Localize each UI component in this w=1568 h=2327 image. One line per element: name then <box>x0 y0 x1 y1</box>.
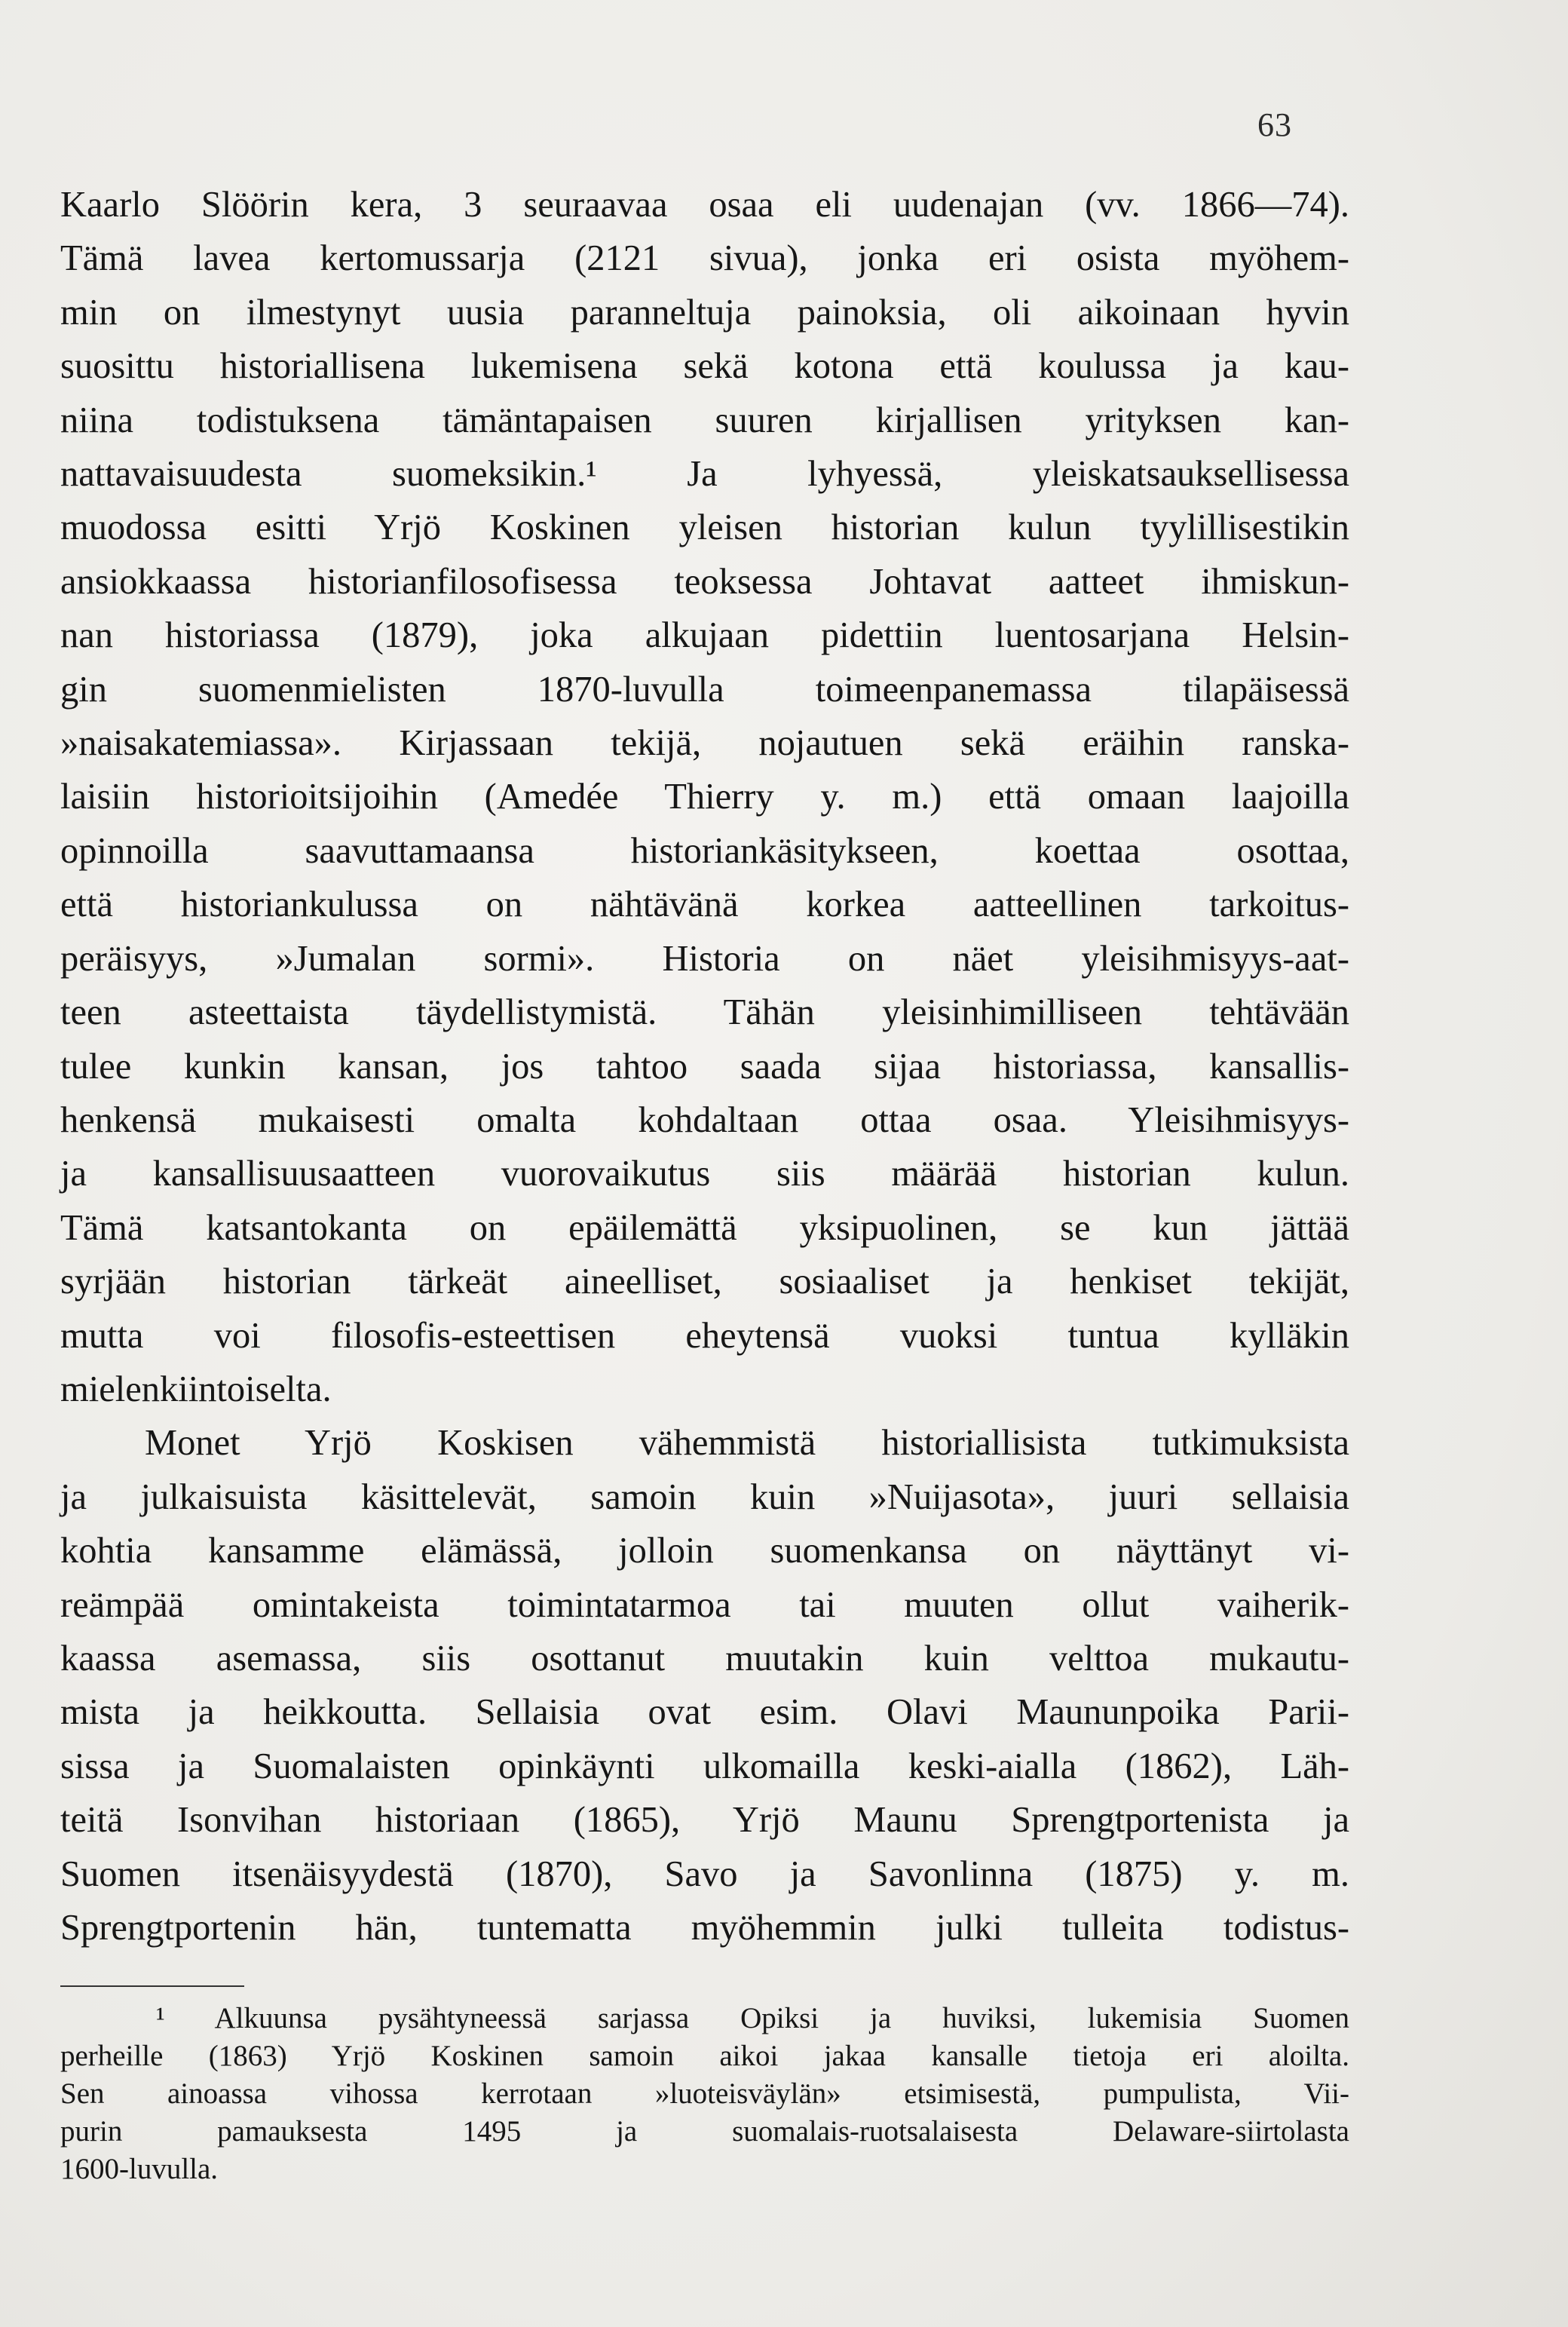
text-line: laisiin historioitsijoihin (Amedée Thierry y. m.) että omaan laajoilla <box>60 777 1349 817</box>
text-line: mista ja heikkoutta. Sellaisia ovat esim. Olavi Maununpoika Parii- <box>60 1692 1349 1733</box>
text-line: Sprengtportenin hän, tuntematta myöhemmin julki tulleita todistus- <box>60 1908 1349 1948</box>
text-line: niina todistuksena tämäntapaisen suuren kirjallisen yrityksen kan- <box>60 400 1349 440</box>
page-number: 63 <box>1257 106 1292 143</box>
text-line: Kaarlo Slöörin kera, 3 seuraavaa osaa eli uudenajan (vv. 1866—74). <box>60 185 1349 225</box>
text-line: nan historiassa (1879), joka alkujaan pidettiin luentosarjana Helsin- <box>60 615 1349 656</box>
text-line: kohtia kansamme elämässä, jolloin suomenkansa on näyttänyt vi- <box>60 1531 1349 1571</box>
text-line: Tämä lavea kertomussarja (2121 sivua), jonka eri osista myöhem- <box>60 238 1349 279</box>
text-line: Tämä katsantokanta on epäilemättä yksipuolinen, se kun jättää <box>60 1207 1349 1248</box>
text-line: että historiankulussa on nähtävänä korkea aatteellinen tarkoitus- <box>60 885 1349 925</box>
footnote-separator <box>60 1985 244 1987</box>
text-line: ja kansallisuusaatteen vuorovaikutus siis määrää historian kulun. <box>60 1154 1349 1194</box>
text-line: muodossa esitti Yrjö Koskinen yleisen historian kulun tyylillisestikin <box>60 507 1349 548</box>
text-line: tulee kunkin kansan, jos tahtoo saada sijaa historiassa, kansallis- <box>60 1046 1349 1087</box>
footnote-line: purin pamauksesta 1495 ja suomalais-ruotsalaisesta Delaware-siirtolasta <box>60 2115 1349 2148</box>
footnote <box>60 2000 1349 2188</box>
text-line: mielenkiintoiselta. <box>60 1369 332 1409</box>
text-line: kaassa asemassa, siis osottanut muutakin kuin velttoa mukautu- <box>60 1638 1349 1679</box>
footnote-line: perheille (1863) Yrjö Koskinen samoin aikoi jakaa kansalle tietoja eri aloilta. <box>60 2040 1349 2072</box>
text-line: Suomen itsenäisyydestä (1870), Savo ja Savonlinna (1875) y. m. <box>60 1853 1349 1894</box>
text-line: teen asteettaista täydellistymistä. Tähän yleisinhimilliseen tehtävään <box>60 992 1349 1033</box>
text-line: ja julkaisuista käsittelevät, samoin kuin »Nuijasota», juuri sellaisia <box>60 1476 1349 1517</box>
text-line: suosittu historiallisena lukemisena sekä kotona että koulussa ja kau- <box>60 346 1349 387</box>
footnote-line: 1600-luvulla. <box>60 2153 219 2185</box>
text-line: nattavaisuudesta suomeksikin.¹ Ja lyhyessä, yleiskatsauksellisessa <box>60 454 1349 495</box>
text-line: syrjään historian tärkeät aineelliset, sosiaaliset ja henkiset tekijät, <box>60 1262 1349 1302</box>
text-line: Monet Yrjö Koskisen vähemmistä historiallisista tutkimuksista <box>145 1423 1349 1464</box>
text-line: teitä Isonvihan historiaan (1865), Yrjö Maunu Sprengtportenista ja <box>60 1800 1349 1841</box>
text-line: mutta voi filosofis-esteettisen eheytensä vuoksi tuntua kylläkin <box>60 1315 1349 1356</box>
text-line: ansiokkaassa historianfilosofisessa teoksessa Johtavat aatteet ihmiskun- <box>60 561 1349 602</box>
body-text <box>60 178 1349 1954</box>
text-line: peräisyys, »Jumalan sormi». Historia on näet yleisihmisyys-aat- <box>60 938 1349 979</box>
footnote-line: Sen ainoassa vihossa kerrotaan »luoteisväylän» etsimisestä, pumpulista, Vii- <box>60 2077 1349 2110</box>
text-line: henkensä mukaisesti omalta kohdaltaan ottaa osaa. Yleisihmisyys- <box>60 1099 1349 1140</box>
text-line: reämpää omintakeista toimintatarmoa tai muuten ollut vaiherik- <box>60 1584 1349 1625</box>
text-line: sissa ja Suomalaisten opinkäynti ulkomailla keski-aialla (1862), Läh- <box>60 1746 1349 1786</box>
text-line: gin suomenmielisten 1870-luvulla toimeenpanemassa tilapäisessä <box>60 669 1349 710</box>
footnote-line: ¹ Alkuunsa pysähtyneessä sarjassa Opiksi ja huviksi, lukemisia Suomen <box>156 2002 1349 2034</box>
text-line: »naisakatemiassa». Kirjassaan tekijä, nojautuen sekä eräihin ranska- <box>60 723 1349 764</box>
text-line: opinnoilla saavuttamaansa historiankäsitykseen, koettaa osottaa, <box>60 830 1349 871</box>
text-line: min on ilmestynyt uusia paranneltuja painoksia, oli aikoinaan hyvin <box>60 292 1349 333</box>
